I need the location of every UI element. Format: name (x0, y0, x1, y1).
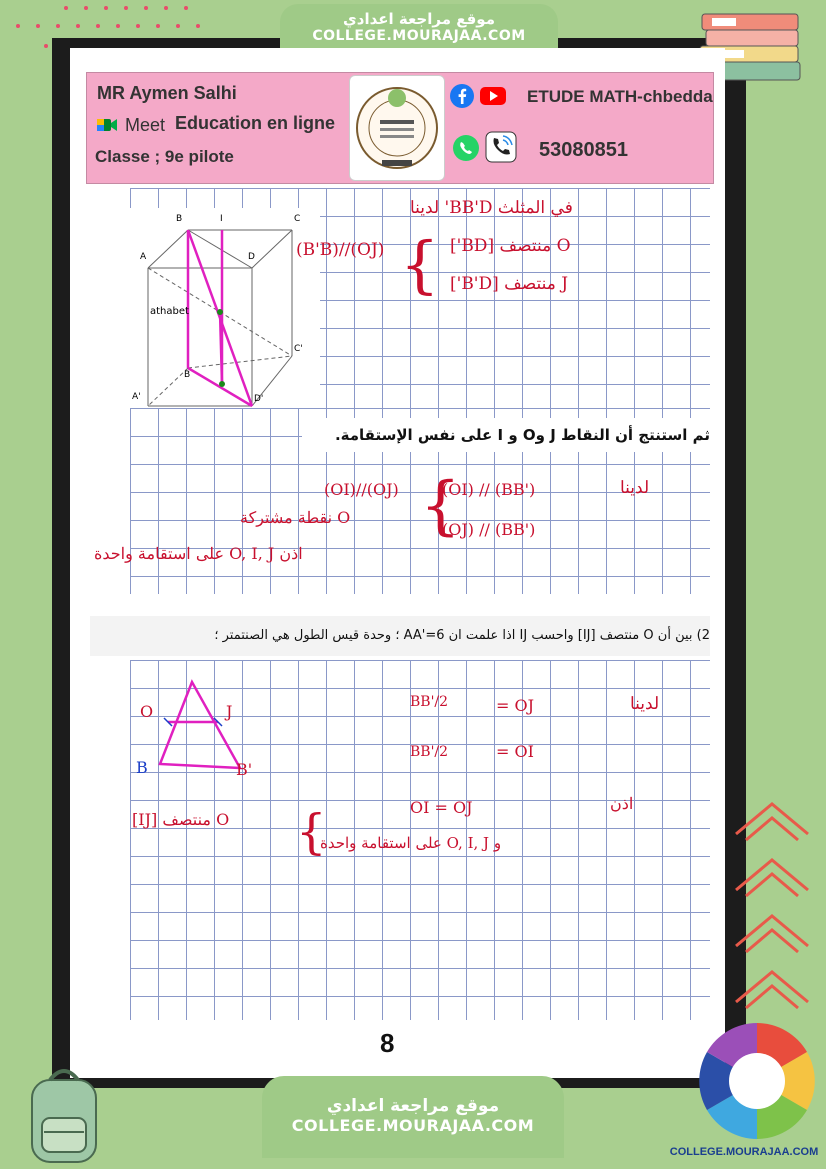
hw1-title: في المثلث BB'D' لدينا (410, 198, 573, 218)
brace-1: { (400, 228, 440, 301)
hw2-line2: (OJ) // (BB') (442, 520, 536, 539)
label-C: C (294, 214, 301, 224)
label-B-top: B (176, 214, 183, 224)
teacher-name: MR Aymen Salhi (97, 83, 237, 103)
bottom-banner-arabic-title: موقع مراجعة اعدادي (326, 1096, 500, 1116)
hw2-conclusion: اذن O, I, J على استقامة واحدة (94, 544, 303, 563)
page-number: 8 (380, 1028, 395, 1058)
meet-label: Meet (125, 115, 166, 135)
brace-3: { (296, 804, 327, 860)
hw1-line2: J منتصف [B'D'] (450, 274, 569, 294)
triangle-figure (136, 668, 260, 779)
mode-label: Education en ligne (175, 113, 336, 133)
bottom-banner-url[interactable]: COLLEGE.MOURAJAA.COM (291, 1116, 535, 1135)
backpack-icon (14, 1058, 114, 1168)
label-D: D (248, 252, 255, 262)
hw3-eq1-left: BB'/2 (410, 694, 449, 710)
label-C-prime: C' (294, 344, 303, 354)
facebook-icon[interactable] (449, 83, 475, 109)
wheel-site-label[interactable]: COLLEGE.MOURAJAA.COM (669, 1146, 819, 1158)
phone-icon[interactable] (485, 131, 517, 163)
hw1-result: (B'B)//(OJ) (296, 240, 385, 260)
question-1-text: ثم استنتج أن النقاط J وO و I على نفس الإستقامة. (302, 418, 710, 452)
prism-figure (130, 208, 320, 408)
brace-2: { (420, 469, 461, 543)
watermark-text: athabet (150, 306, 189, 317)
hw2-line1: (OI) // (BB') (442, 480, 536, 499)
youtube-icon[interactable] (479, 85, 507, 107)
google-meet-icon (95, 113, 119, 137)
label-J: J (226, 702, 233, 721)
label-A: A (140, 252, 147, 262)
channel-name: ETUDE MATH-chbedda (527, 87, 713, 106)
hw3-eq3: OI = OJ (410, 798, 473, 817)
hw3-eq2-right: = OI (496, 742, 534, 761)
header-card (86, 72, 714, 184)
worksheet-page (70, 48, 725, 1078)
label-O: O (140, 702, 154, 721)
school-logo (349, 75, 445, 181)
hw1-line1: O منتصف [BD'] (450, 236, 571, 256)
label-A-prime: A' (132, 392, 141, 402)
label-B-prime: B' (236, 760, 253, 779)
education-wheel-icon (698, 1022, 816, 1140)
hw2-common-point: O نقطة مشتركة (240, 508, 351, 527)
bottom-site-banner[interactable] (262, 1076, 564, 1158)
hw3-midpoint: O منتصف [IJ] (132, 810, 230, 829)
class-label: Classe ; 9e pilote (95, 147, 234, 166)
logo-emblem-icon (350, 76, 444, 180)
phone-number: 53080851 (539, 139, 628, 161)
banner-url[interactable]: COLLEGE.MOURAJAA.COM (312, 28, 526, 44)
hw3-eq1-right: = OJ (496, 696, 535, 715)
hw2-intro: لدينا (620, 478, 650, 498)
chevrons-decoration-icon (732, 800, 812, 1030)
label-I: I (220, 214, 223, 224)
hw3-collinear: و O, I, J على استقامة واحدة (320, 834, 502, 852)
question-2-text: 2) بين أن O منتصف [IJ] واحسب IJ اذا علمت ان AA'=6 ؛ وحدة قيس الطول هي الصنتمتر ؛ (90, 616, 710, 656)
banner-arabic-title: موقع مراجعة اعدادي (343, 10, 495, 28)
hw3-eq2-left: BB'/2 (410, 744, 449, 760)
label-B-bottom: B (184, 370, 191, 380)
label-B: B (136, 758, 148, 777)
label-D-prime: D' (254, 394, 264, 404)
hw2-result: (OI)//(OJ) (324, 480, 399, 499)
whatsapp-icon[interactable] (451, 133, 481, 163)
hw3-intro: لدينا (630, 694, 660, 714)
hw3-then: اذن (610, 794, 634, 813)
